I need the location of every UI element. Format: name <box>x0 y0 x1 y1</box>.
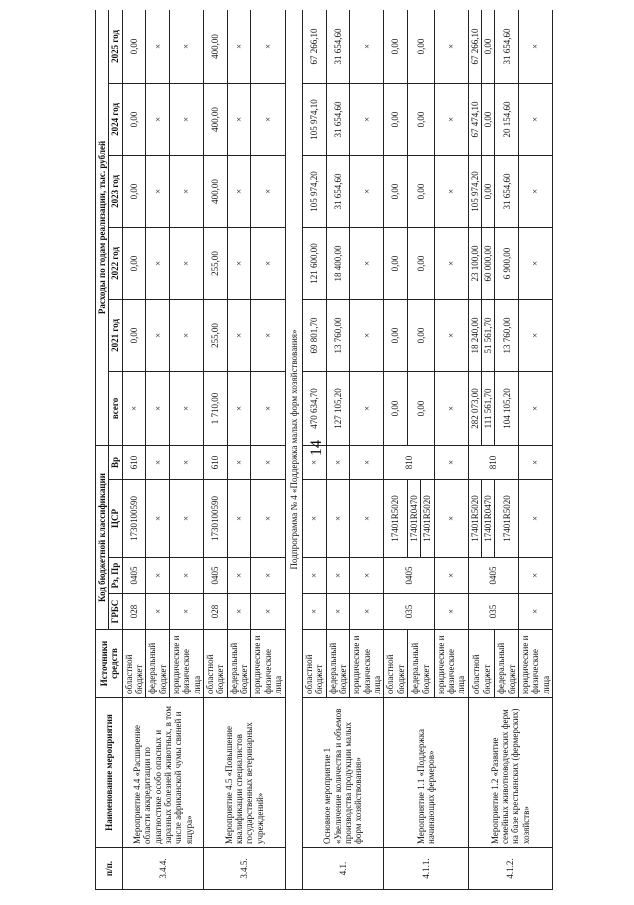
y2022-cell: × <box>170 227 204 299</box>
y2024-cell: 31 654,60 <box>326 83 350 155</box>
source-cell: областной бюджет <box>204 630 228 698</box>
csr-cell: 17401R5020 <box>421 480 434 558</box>
header-total: всего <box>109 371 122 445</box>
source-cell: юридические и физические лица <box>251 630 285 698</box>
vr-cell: × <box>519 445 553 479</box>
y2022-cell: × <box>519 227 553 299</box>
y2021-cell: × <box>434 299 468 371</box>
y2024-cell: 0,00 <box>384 83 408 155</box>
total-cell: × <box>519 371 553 445</box>
header-2023: 2023 год <box>109 155 122 227</box>
csr-cell: × <box>350 480 384 558</box>
y2021-cell: 13 760,00 <box>495 299 519 371</box>
y2025-cell: 31 654,60 <box>326 10 350 83</box>
y2024-cell: × <box>350 83 384 155</box>
total-cell: × <box>170 371 204 445</box>
grbs-cell: × <box>146 594 170 630</box>
vr-cell: × <box>434 445 468 479</box>
header-2024: 2024 год <box>109 83 122 155</box>
y2022-cell: 6 900,00 <box>495 227 519 299</box>
total-cell: 0,00 <box>384 371 408 445</box>
y2023-cell: 0,00 <box>407 155 434 227</box>
csr-cell: × <box>170 480 204 558</box>
grbs-cell: × <box>170 594 204 630</box>
vr-cell: × <box>170 445 204 479</box>
vr-cell: 610 <box>204 445 228 479</box>
rzpr-cell: × <box>434 558 468 594</box>
rzpr-cell: 0405 <box>468 558 518 594</box>
csr-cell: × <box>302 480 326 558</box>
total-cell: × <box>227 371 251 445</box>
y2023-cell: 0,00 <box>122 155 146 227</box>
row-name: Мероприятие 4.4 «Расширение области аккредитации по диагностике особо опасных и заразных болезней животных, в том числе африканской чумы свиней и ящура» <box>122 698 203 848</box>
header-csr: ЦСР <box>109 480 122 558</box>
source-cell: областной бюджет <box>468 630 495 698</box>
csr-cell: 17401R0470 <box>407 480 420 558</box>
y2022-cell: 0,00 <box>407 227 434 299</box>
csr-cell: × <box>326 480 350 558</box>
source-cell: областной бюджет <box>384 630 408 698</box>
y2022-cell: × <box>251 227 285 299</box>
rzpr-cell: 0405 <box>204 558 228 594</box>
row-number: 4.1.1. <box>384 848 468 890</box>
rzpr-cell: × <box>227 558 251 594</box>
vr-cell: × <box>350 445 384 479</box>
document-table-container <box>95 10 615 890</box>
y2022-cell: 0,00 <box>384 227 408 299</box>
total-cell: × <box>434 371 468 445</box>
header-code: Код бюджетной классификации <box>96 445 109 629</box>
header-expenses: Расходы по годам реализации, тыс. рублей <box>96 10 109 445</box>
table-row <box>122 10 146 890</box>
csr-cell: × <box>251 480 285 558</box>
y2025-cell: 0,00 <box>122 10 146 83</box>
y2022-cell: 121 600,00 <box>302 227 326 299</box>
y2024-cell: 20 154,60 <box>495 83 519 155</box>
budget-table <box>95 10 553 890</box>
y2025-cell: × <box>251 10 285 83</box>
row-name: Мероприятие 4.5 «Повышение квалификации специалистов государственных ветеринарных учреждений» <box>204 698 285 848</box>
table-row <box>204 10 228 890</box>
y2023-cell: × <box>146 155 170 227</box>
csr-cell: 1730100590 <box>122 480 146 558</box>
y2025-cell: 0,00 <box>407 10 434 83</box>
y2021-cell: 255,00 <box>204 299 228 371</box>
header-name: Наименование мероприятия <box>96 698 123 848</box>
header-grbs: ГРБС <box>109 594 122 630</box>
total-cell: × <box>146 371 170 445</box>
y2024-cell: 67 474,10 <box>468 83 481 155</box>
header-rzpr: Рз, Пр <box>109 558 122 594</box>
y2022-cell: × <box>434 227 468 299</box>
y2025-cell: × <box>227 10 251 83</box>
y2023-cell: 31 654,60 <box>495 155 519 227</box>
y2025-cell: 67 266,10 <box>468 10 481 83</box>
y2023-cell: 400,00 <box>204 155 228 227</box>
csr-cell: 17401R5020 <box>384 480 408 558</box>
row-name: Мероприятие 1.2 «Развитие семейных животноводческих ферм на базе крестьянских (фермерских) хозяйств» <box>468 698 552 848</box>
source-cell: юридические и физические лица <box>434 630 468 698</box>
y2021-cell: 0,00 <box>384 299 408 371</box>
y2023-cell: × <box>350 155 384 227</box>
y2024-cell: 0,00 <box>407 83 434 155</box>
y2023-cell: × <box>434 155 468 227</box>
csr-cell: 1730100590 <box>204 480 228 558</box>
subprogram-title: Подпрограмма № 4 «Поддержка малых форм хозяйствования» <box>285 10 302 890</box>
rzpr-cell: × <box>519 558 553 594</box>
grbs-cell: 028 <box>122 594 146 630</box>
rotated-table <box>95 10 615 890</box>
grbs-cell: × <box>326 594 350 630</box>
vr-cell: × <box>251 445 285 479</box>
source-cell: федеральный бюджет <box>407 630 434 698</box>
y2024-cell: × <box>434 83 468 155</box>
rzpr-cell: × <box>302 558 326 594</box>
y2022-cell: × <box>350 227 384 299</box>
header-source: Источники средств <box>96 630 123 698</box>
y2021-cell: 13 760,00 <box>326 299 350 371</box>
total-cell: × <box>251 371 285 445</box>
total-cell: 470 634,70 <box>302 371 326 445</box>
y2021-cell: × <box>519 299 553 371</box>
header-2022: 2022 год <box>109 227 122 299</box>
y2024-cell: 0,00 <box>122 83 146 155</box>
y2024-cell: × <box>227 83 251 155</box>
row-name: Основное мероприятие 1 «Увеличение количества и объемов производства продукции малых форм хозяйствования» <box>302 698 383 848</box>
y2022-cell: 18 400,00 <box>326 227 350 299</box>
source-cell: областной бюджет <box>302 630 326 698</box>
csr-cell: × <box>519 480 553 558</box>
csr-cell: 17401R5020 <box>495 480 519 558</box>
table-row <box>384 10 408 890</box>
source-cell: федеральный бюджет <box>146 630 170 698</box>
grbs-cell: 035 <box>468 594 518 630</box>
y2024-cell: 105 974,10 <box>302 83 326 155</box>
grbs-cell: × <box>302 594 326 630</box>
y2021-cell: × <box>227 299 251 371</box>
total-cell: × <box>122 371 146 445</box>
y2024-cell: × <box>519 83 553 155</box>
y2022-cell: × <box>146 227 170 299</box>
y2023-cell: 105 974,20 <box>302 155 326 227</box>
grbs-cell: × <box>434 594 468 630</box>
rzpr-cell: 0405 <box>384 558 434 594</box>
csr-cell: × <box>227 480 251 558</box>
source-cell: юридические и физические лица <box>350 630 384 698</box>
header-vr: Вр <box>109 445 122 479</box>
subprogram-row <box>285 10 302 890</box>
csr-cell: 17401R5020 <box>468 480 481 558</box>
y2021-cell: × <box>350 299 384 371</box>
source-cell: юридические и физические лица <box>519 630 553 698</box>
y2022-cell: 255,00 <box>204 227 228 299</box>
rzpr-cell: × <box>326 558 350 594</box>
row-number: 4.1.2. <box>468 848 552 890</box>
y2024-cell: 400,00 <box>204 83 228 155</box>
rzpr-cell: × <box>146 558 170 594</box>
grbs-cell: 035 <box>384 594 434 630</box>
rzpr-cell: 0405 <box>122 558 146 594</box>
csr-cell: × <box>434 480 468 558</box>
total-cell: 111 561,70 <box>482 371 495 445</box>
y2021-cell: 51 561,70 <box>482 299 495 371</box>
y2025-cell: × <box>146 10 170 83</box>
grbs-cell: × <box>227 594 251 630</box>
y2025-cell: × <box>434 10 468 83</box>
row-number: 3.4.4. <box>122 848 203 890</box>
y2023-cell: × <box>519 155 553 227</box>
total-cell: 0,00 <box>407 371 434 445</box>
total-cell: 104 105,20 <box>495 371 519 445</box>
y2021-cell: × <box>251 299 285 371</box>
y2023-cell: × <box>170 155 204 227</box>
y2025-cell: 0,00 <box>384 10 408 83</box>
y2021-cell: 18 240,00 <box>468 299 481 371</box>
csr-cell: × <box>146 480 170 558</box>
y2023-cell: 0,00 <box>482 155 495 227</box>
vr-cell: 810 <box>468 445 518 479</box>
y2023-cell: 105 974,20 <box>468 155 481 227</box>
vr-cell: 610 <box>122 445 146 479</box>
header-2025: 2025 год <box>109 10 122 83</box>
table-row <box>468 10 481 890</box>
total-cell: 127 105,20 <box>326 371 350 445</box>
y2025-cell: 67 266,10 <box>302 10 326 83</box>
y2025-cell: × <box>519 10 553 83</box>
total-cell: 1 710,00 <box>204 371 228 445</box>
y2024-cell: × <box>146 83 170 155</box>
source-cell: юридические и физические лица <box>170 630 204 698</box>
grbs-cell: × <box>251 594 285 630</box>
total-cell: 282 073,00 <box>468 371 481 445</box>
header-2021: 2021 год <box>109 299 122 371</box>
y2022-cell: 60 000,00 <box>482 227 495 299</box>
y2022-cell: × <box>227 227 251 299</box>
header-np: п/п. <box>96 848 123 890</box>
y2024-cell: × <box>251 83 285 155</box>
y2022-cell: 0,00 <box>122 227 146 299</box>
vr-cell: × <box>146 445 170 479</box>
rzpr-cell: × <box>170 558 204 594</box>
y2025-cell: × <box>350 10 384 83</box>
y2021-cell: × <box>146 299 170 371</box>
csr-cell: 17401R0470 <box>482 480 495 558</box>
y2022-cell: 23 100,00 <box>468 227 481 299</box>
y2021-cell: × <box>170 299 204 371</box>
rzpr-cell: × <box>251 558 285 594</box>
y2025-cell: 31 654,60 <box>495 10 519 83</box>
y2023-cell: 0,00 <box>384 155 408 227</box>
source-cell: областной бюджет <box>122 630 146 698</box>
y2021-cell: 69 801,70 <box>302 299 326 371</box>
vr-cell: × <box>326 445 350 479</box>
y2023-cell: 31 654,60 <box>326 155 350 227</box>
row-name: Мероприятие 1.1 «Поддержка начинающих фермеров» <box>384 698 468 848</box>
y2021-cell: 0,00 <box>122 299 146 371</box>
source-cell: федеральный бюджет <box>495 630 519 698</box>
y2024-cell: × <box>170 83 204 155</box>
vr-cell: × <box>227 445 251 479</box>
row-number: 3.4.5. <box>204 848 285 890</box>
y2023-cell: × <box>227 155 251 227</box>
y2021-cell: 0,00 <box>407 299 434 371</box>
y2024-cell: 0,00 <box>482 83 495 155</box>
vr-cell: 810 <box>384 445 434 479</box>
source-cell: федеральный бюджет <box>227 630 251 698</box>
table-row <box>302 10 326 890</box>
page-number: 14 <box>308 440 325 456</box>
vr-cell: × <box>302 445 326 479</box>
rzpr-cell: × <box>350 558 384 594</box>
y2025-cell: 400,00 <box>204 10 228 83</box>
grbs-cell: × <box>350 594 384 630</box>
grbs-cell: 028 <box>204 594 228 630</box>
total-cell: × <box>350 371 384 445</box>
row-number: 4.1. <box>302 848 383 890</box>
y2025-cell: × <box>170 10 204 83</box>
grbs-cell: × <box>519 594 553 630</box>
y2023-cell: × <box>251 155 285 227</box>
source-cell: федеральный бюджет <box>326 630 350 698</box>
y2025-cell: 0,00 <box>482 10 495 83</box>
